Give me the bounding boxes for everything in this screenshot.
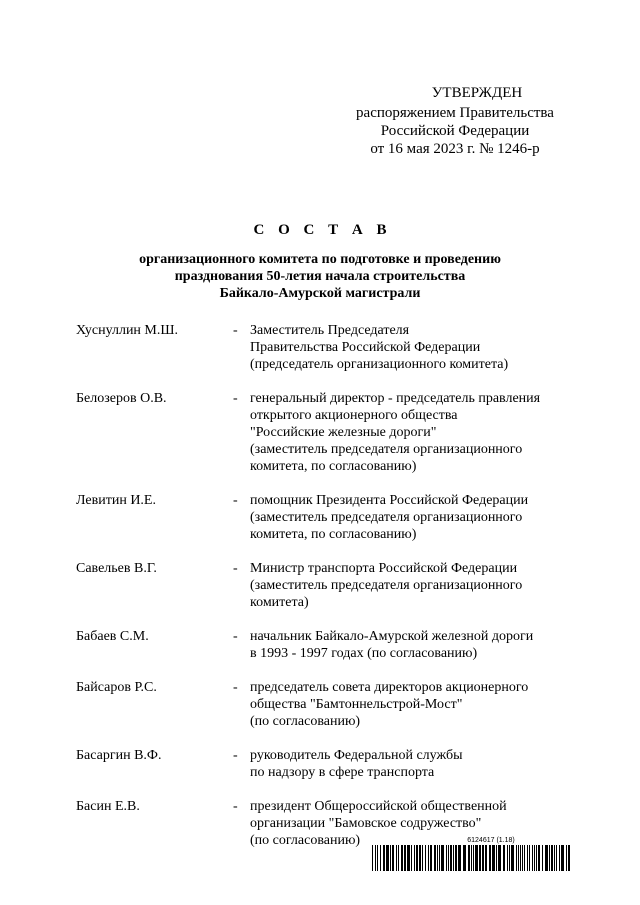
member-description-line: открытого акционерного общества xyxy=(250,408,458,423)
member-row xyxy=(76,679,576,730)
member-name: Басин Е.В. xyxy=(76,799,140,814)
member-description-line: Заместитель Председателя xyxy=(250,323,410,338)
approved-label: УТВЕРЖДЕН xyxy=(431,85,523,101)
members-list xyxy=(76,322,576,866)
member-description-line: общества "Бамтоннельстрой-Мост" xyxy=(250,697,463,712)
approval-line-3: от 16 мая 2023 г. № 1246-р xyxy=(370,141,540,157)
member-dash: - xyxy=(233,493,238,508)
member-dash: - xyxy=(233,629,238,644)
member-name: Байсаров Р.С. xyxy=(76,680,157,695)
member-description-line: комитета) xyxy=(250,595,309,610)
member-description xyxy=(250,322,576,373)
member-description-line: Правительства Российской Федерации xyxy=(250,340,481,355)
member-row xyxy=(76,492,576,543)
member-dash: - xyxy=(233,799,238,814)
member-description-line: (по согласованию) xyxy=(250,714,361,729)
member-description-line: "Российские железные дороги" xyxy=(250,425,437,440)
heading-line-3: Байкало-Амурской магистрали xyxy=(219,286,421,301)
heading-line-2: празднования 50-летия начала строительства xyxy=(174,269,466,284)
approval-line-1: распоряжением Правительства xyxy=(356,105,554,121)
member-description xyxy=(250,747,576,781)
member-description-line: президент Общероссийской общественной xyxy=(250,799,507,814)
member-description-line: Министр транспорта Российской Федерации xyxy=(250,561,518,576)
member-description-line: комитета, по согласованию) xyxy=(250,527,417,542)
member-row xyxy=(76,390,576,475)
member-description-line: по надзору в сфере транспорта xyxy=(250,765,435,780)
document-title: С О С Т А В xyxy=(253,222,392,238)
barcode-icon xyxy=(372,845,570,871)
member-description-line: в 1993 - 1997 годах (по согласованию) xyxy=(250,646,478,661)
member-description xyxy=(250,560,576,611)
member-row xyxy=(76,747,576,781)
document-heading xyxy=(0,222,640,302)
member-description xyxy=(250,679,576,730)
member-dash: - xyxy=(233,748,238,763)
member-dash: - xyxy=(233,561,238,576)
member-description-line: руководитель Федеральной службы xyxy=(250,748,463,763)
barcode-block xyxy=(372,837,570,871)
member-name: Савельев В.Г. xyxy=(76,561,157,576)
member-description-line: (заместитель председателя организационного xyxy=(250,510,523,525)
member-description-line: (по согласованию) xyxy=(250,833,361,848)
member-description-line: (заместитель председателя организационного xyxy=(250,578,523,593)
member-name: Бабаев С.М. xyxy=(76,629,149,644)
heading-line-1: организационного комитета по подготовке и проведению xyxy=(139,252,501,267)
member-dash: - xyxy=(233,391,238,406)
member-description-line: комитета, по согласованию) xyxy=(250,459,417,474)
member-description-line: (заместитель председателя организационного xyxy=(250,442,523,457)
member-name: Белозеров О.В. xyxy=(76,391,167,406)
member-description-line: председатель совета директоров акционерного xyxy=(250,680,529,695)
member-description xyxy=(250,492,576,543)
member-row xyxy=(76,628,576,662)
member-name: Басаргин В.Ф. xyxy=(76,748,162,763)
member-name: Хуснуллин М.Ш. xyxy=(76,323,178,338)
member-description-line: начальник Байкало-Амурской железной дороги xyxy=(250,629,534,644)
barcode-number: 6124617 (1.18) xyxy=(467,837,515,844)
member-name: Левитин И.Е. xyxy=(76,493,156,508)
member-description xyxy=(250,628,576,662)
member-dash: - xyxy=(233,323,238,338)
approval-line-2: Российской Федерации xyxy=(380,123,530,139)
member-description xyxy=(250,390,576,475)
member-dash: - xyxy=(233,680,238,695)
approval-block xyxy=(330,84,580,158)
member-description-line: помощник Президента Российской Федерации xyxy=(250,493,529,508)
member-row xyxy=(76,560,576,611)
member-description-line: (председатель организационного комитета) xyxy=(250,357,509,372)
member-description-line: генеральный директор - председатель правления xyxy=(250,391,541,406)
member-row xyxy=(76,322,576,373)
member-description-line: организации "Бамовское содружество" xyxy=(250,816,482,831)
